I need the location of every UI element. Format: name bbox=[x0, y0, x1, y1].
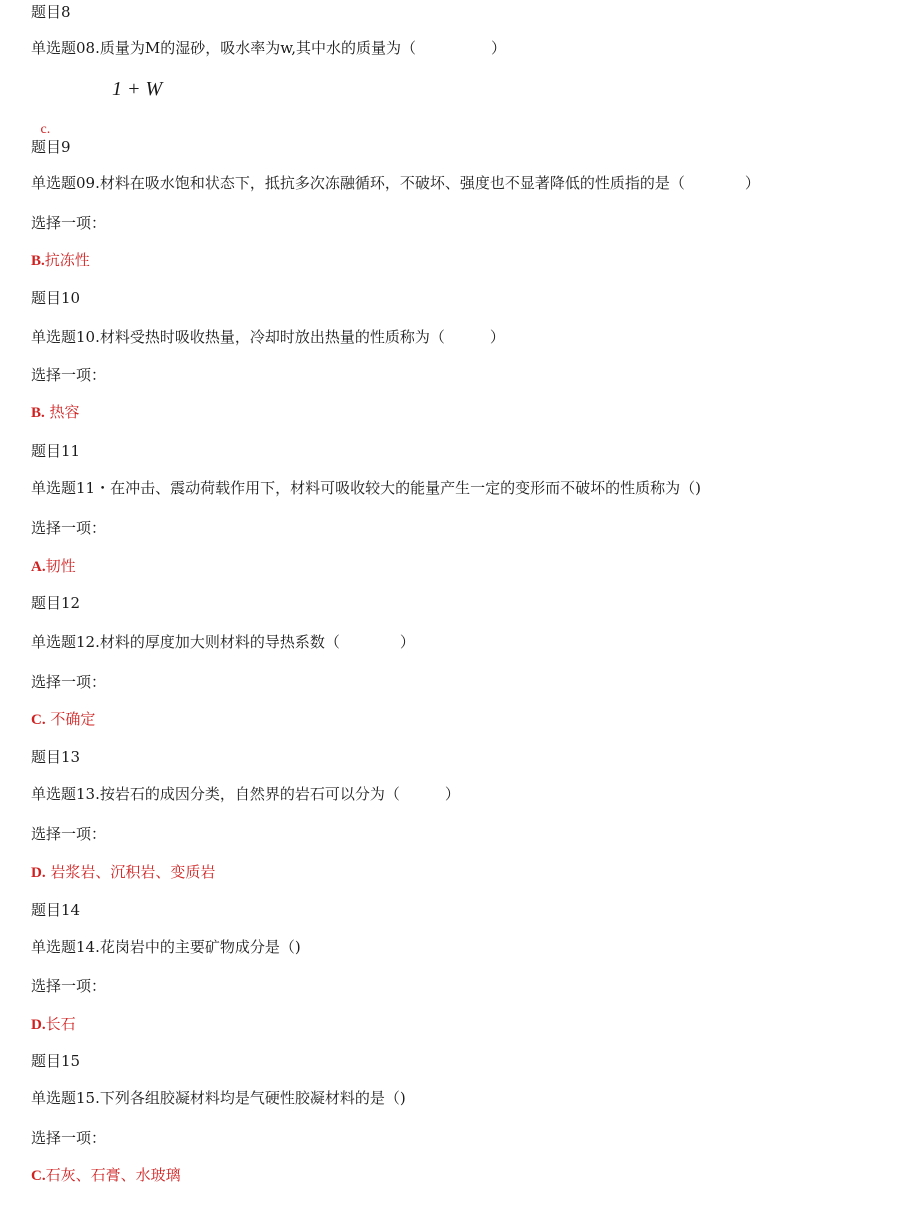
question-9-title: 题目9 bbox=[31, 138, 71, 156]
question-10-text: 单选题10.材料受热时吸收热量，冷却时放出热量的性质称为（ ） bbox=[31, 328, 505, 346]
question-8-formula: 1 + W bbox=[112, 78, 163, 100]
question-13-text: 单选题13.按岩石的成因分类，自然界的岩石可以分为（ ） bbox=[31, 785, 460, 803]
question-14-title: 题目14 bbox=[31, 901, 81, 919]
question-15-answer bbox=[31, 1165, 181, 1186]
question-9-answer-text: 抗冻性 bbox=[44, 251, 90, 269]
question-8-title: 题目8 bbox=[31, 3, 71, 21]
question-13-answer bbox=[31, 862, 215, 883]
question-14-text: 单选题14.花岗岩中的主要矿物成分是（) bbox=[31, 938, 301, 956]
question-13-title: 题目13 bbox=[31, 748, 81, 766]
question-12-title: 题目12 bbox=[31, 594, 81, 612]
question-11-answer-text: 韧性 bbox=[45, 557, 76, 575]
question-12-answer-text: 不确定 bbox=[45, 710, 96, 728]
question-15-answer-text: 石灰、石膏、水玻璃 bbox=[45, 1166, 181, 1184]
question-10-answer-text: 热容 bbox=[44, 403, 80, 421]
question-14-prompt: 选择一项： bbox=[31, 977, 107, 995]
question-8-text: 单选题08.质量为M的湿砂，吸水率为w,其中水的质量为（ ） bbox=[31, 39, 507, 57]
question-11-text: 单选题11・在冲击、震动荷载作用下，材料可吸收较大的能量产生一定的变形而不破坏的性质称为（) bbox=[31, 479, 701, 497]
question-8-answer bbox=[31, 98, 50, 140]
question-11-title: 题目11 bbox=[31, 442, 81, 460]
question-9-answer-letter: B. bbox=[31, 253, 45, 269]
question-14-answer bbox=[31, 1014, 76, 1035]
question-13-answer-text: 岩浆岩、沉积岩、变质岩 bbox=[45, 863, 216, 881]
question-11-answer-letter: A. bbox=[31, 559, 46, 575]
question-12-text: 单选题12.材料的厚度加大则材料的导热系数（ ） bbox=[31, 633, 415, 651]
question-14-answer-text: 长石 bbox=[45, 1015, 76, 1033]
question-15-prompt: 选择一项： bbox=[31, 1129, 107, 1147]
question-9-prompt: 选择一项： bbox=[31, 214, 107, 232]
question-13-prompt: 选择一项： bbox=[31, 825, 107, 843]
question-12-answer bbox=[31, 709, 95, 730]
question-8-answer-letter: c. bbox=[40, 122, 51, 137]
question-10-answer-letter: B. bbox=[31, 405, 45, 421]
question-11-prompt: 选择一项： bbox=[31, 519, 107, 537]
question-10-answer bbox=[31, 402, 80, 423]
question-15-title: 题目15 bbox=[31, 1052, 81, 1070]
question-13-answer-letter: D. bbox=[31, 865, 46, 881]
question-14-answer-letter: D. bbox=[31, 1017, 46, 1033]
question-15-text: 单选题15.下列各组胶凝材料均是气硬性胶凝材料的是（) bbox=[31, 1089, 406, 1107]
question-10-title: 题目10 bbox=[31, 289, 81, 307]
question-9-text: 单选题09.材料在吸水饱和状态下，抵抗多次冻融循环，不破坏、强度也不显著降低的性质指的是（ ） bbox=[31, 174, 760, 192]
question-11-answer bbox=[31, 556, 76, 577]
question-12-answer-letter: C. bbox=[31, 712, 46, 728]
question-9-answer bbox=[31, 250, 90, 271]
question-12-prompt: 选择一项： bbox=[31, 673, 107, 691]
question-10-prompt: 选择一项： bbox=[31, 366, 107, 384]
question-15-answer-letter: C. bbox=[31, 1168, 46, 1184]
